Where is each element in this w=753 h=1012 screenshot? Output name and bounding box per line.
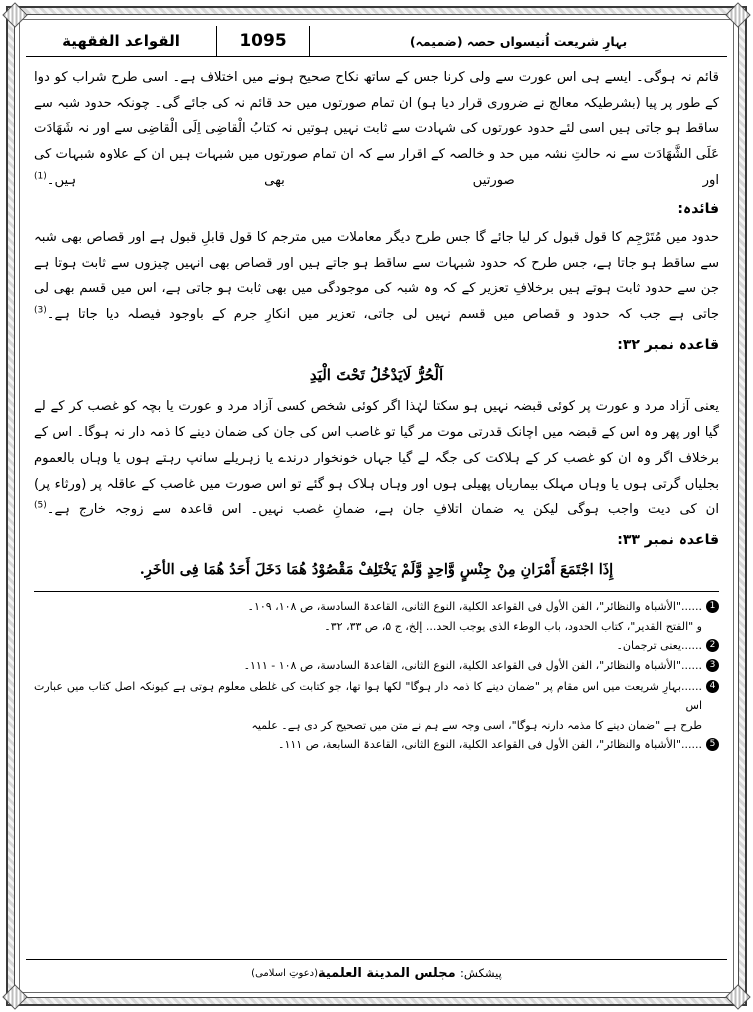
footnote-number: 4 bbox=[706, 680, 719, 693]
footnote-text bbox=[34, 597, 702, 616]
footnote-number: 2 bbox=[706, 639, 719, 652]
footnote-number: 5 bbox=[706, 738, 719, 751]
footnote-body: "الأشباہ والنظائر"، الفن الأول فی القواعد الکلیة، النوع الثانی، القاعدۃ السادسة، ص ۱۰۸ - ۱۱۱۔ bbox=[243, 659, 682, 673]
page-footer bbox=[26, 959, 727, 986]
footer-organization: مجلس المدينة العلمية bbox=[317, 965, 456, 981]
footnote-leader-dots: ...... bbox=[681, 639, 702, 653]
page-body bbox=[24, 57, 729, 585]
header-page-number: 1095 bbox=[216, 26, 309, 56]
footnote-leader-dots: ...... bbox=[681, 659, 702, 673]
paragraph-3-footnote-ref: (5) bbox=[34, 501, 47, 511]
footnote-number: 3 bbox=[706, 659, 719, 672]
footnote-text bbox=[34, 735, 702, 754]
footnote-body: بہارِ شریعت میں اس مقام پر "ضمان دینے کا ذمہ دار ہوگا" لکھا ہوا تھا، جو کتابت کی غلطی معلوم ہوتی ہے کیونکہ اصل کتاب میں عبارت اس bbox=[34, 679, 702, 712]
footnote-number: 1 bbox=[706, 600, 719, 613]
footer-organization-sub: (دعوتِ اسلامی) bbox=[251, 967, 318, 979]
footnote-item bbox=[34, 677, 719, 716]
footnote-continuation: طرح ہے "ضمان دینے کا مذمہ دارنہ ہوگا"، اسی وجہ سے ہم نے متن میں تصحیح کر دی ہے۔ علمیہ bbox=[251, 719, 702, 733]
footnote-leader-dots: ...... bbox=[681, 599, 702, 613]
faida-label: فائدہ: bbox=[677, 200, 719, 217]
footnote-leader-dots: ...... bbox=[681, 679, 702, 693]
footnote-item bbox=[34, 636, 719, 655]
footnote-item bbox=[34, 656, 719, 675]
rule-33-arabic-text: إِذَا اجْتَمَعَ أَمْرَانِ مِنْ جِنْسٍ وَّاحِدٍ وَّلَمْ يَخْتَلِفْ مَقْصُوْدُ هُمَا دَخَلَ أَحَدُ هُمَا فِى الأخَرِ. bbox=[139, 561, 614, 579]
rule-32-arabic-text: اَلْحُرُّ لَايَدْخُلُ تَحْتَ الْيَدِ bbox=[309, 366, 444, 385]
rule-33-heading: قاعدہ نمبر ۳۳: bbox=[617, 532, 719, 549]
header-book-title: بہارِ شریعت اُنیسواں حصہ (ضمیمہ) bbox=[309, 26, 727, 56]
paragraph-2-footnote-ref: (3) bbox=[34, 305, 47, 316]
footnote-leader-dots: ...... bbox=[681, 738, 702, 752]
paragraph-3-text: یعنی آزاد مرد و عورت پر کوئی قبضہ نہیں ہو سکتا لہٰذا اگر کوئی شخص کسی آزاد مرد و عورت یا بچہ کو غصب کر کے لے گیا اور پھر وہ اس کے قبضہ میں اچانک قدرتی موت مر گیا تو غاصب اس کی جان کی ضمان دینے کا ذمہ دار نہ ہوگا۔ اس کے برخلاف اگر وہ ان کو غصب کر کے ہلاکت کی جگہ لے گیا جہاں خونخوار درندے یا زہریلے سانپ رہتے ہوں یا وہاں بالعموم بجلیاں گرتی ہوں یا وہاں مہلک بیماریاں پھیلی ہوں اور وہاں ہلاک ہو گئے تو اس صورت میں غاصب کے عاقلہ پر (ورثاء پر) ان کی دیت واجب ہوگی لیکن یہ ضمان اتلافِ جان ہے، ضمانِ غصب نہیں۔ اس قاعدہ سے زوجہ خارج ہے۔ bbox=[34, 399, 719, 518]
header-section-title: القواعد الفقهية bbox=[62, 32, 180, 50]
paragraph-2 bbox=[34, 225, 719, 328]
footnotes-section bbox=[34, 591, 719, 755]
footnote-body: یعنی ترجمان۔ bbox=[616, 639, 682, 653]
footnote-text bbox=[34, 636, 702, 655]
paragraph-1-text: قائم نہ ہوگی۔ ایسے ہی اس عورت سے ولی کرنا جس کے ساتھ نکاح صحیح ہونے میں اختلاف ہے۔ اسی طرح شراب کو دوا کے طور پر پیا (بشرطیکہ معالج نے ضروری قرار دیا ہو) ان تمام صورتوں میں حد قائم نہ کی جائے گی۔ چونکہ حدود شبہ سے ساقط ہو جاتی ہیں اسی لئے حدود عورتوں کی شہادت سے ثابت نہیں ہوتیں نہ کتابُ الْقاضِی اِلَی الْقاضِی سے اور نہ شَهَادَت عَلَی الشَّهَادَت سے نہ حالتِ نشہ میں حد و خالصہ کے اقرار سے کہ ان تمام صورتوں میں شبہات ہیں ان کے علاوہ شبہات کی اور صورتیں بھی ہیں۔ bbox=[34, 70, 719, 188]
footnote-body: "الأشباہ والنظائر"، الفن الأول فی القواعد الکلیة، النوع الثانی، القاعدۃ السابعة، ص ۱۱۱۔ bbox=[278, 738, 682, 752]
footnote-text bbox=[34, 656, 702, 675]
rule-32-heading: قاعدہ نمبر ۳۲: bbox=[617, 336, 719, 353]
paragraph-3 bbox=[34, 394, 719, 523]
footnote-body: "الأشباہ والنظائر"، الفن الأول فی القواعد الکلیة، النوع الثانی، القاعدۃ السادسة، ص ۱۰۸، ۱۰۹۔ bbox=[247, 599, 682, 613]
page-header bbox=[26, 26, 727, 57]
footnote-item bbox=[34, 597, 719, 616]
paragraph-2-text: حدود میں مُتَرْجِم کا قول قبول کر لیا جائے گا جس طرح دیگر معاملات میں مترجم کا قول قابلِ قبول ہے اور قصاص بھی شبہ سے ساقط ہو جاتا ہے، جس طرح کہ حدود شبہات سے ساقط ہو جاتے ہیں اور قصاص بھی انہیں چیزوں سے ثابت ہوتا ہے جن سے حدود ثابت ہوتے ہیں برخلافِ تعزیر کے کہ وہ شبہ کی موجودگی میں بھی ثابت ہو جاتی ہے، اس میں قسم بھی لی جاتی ہے جب کہ حدود و قصاص میں قسم نہیں لی جاتی، تعزیر میں انکارِ جرم کے باوجود فیصلہ دیا جاتا ہے۔ bbox=[34, 229, 719, 323]
footnote-item bbox=[34, 735, 719, 754]
footer-presented-by-label: پیشکش: bbox=[460, 966, 502, 980]
paragraph-1-footnote-ref: (1) bbox=[34, 171, 47, 182]
footnote-text bbox=[34, 677, 702, 716]
paragraph-1 bbox=[34, 65, 719, 194]
page-content bbox=[24, 24, 729, 988]
footnote-continuation: و "الفتح القدیر"، کتاب الحدود، باب الوطء الذی یوجب الحد... إلخ، ج ۵، ص ۳۳، ۳۲۔ bbox=[324, 619, 702, 633]
